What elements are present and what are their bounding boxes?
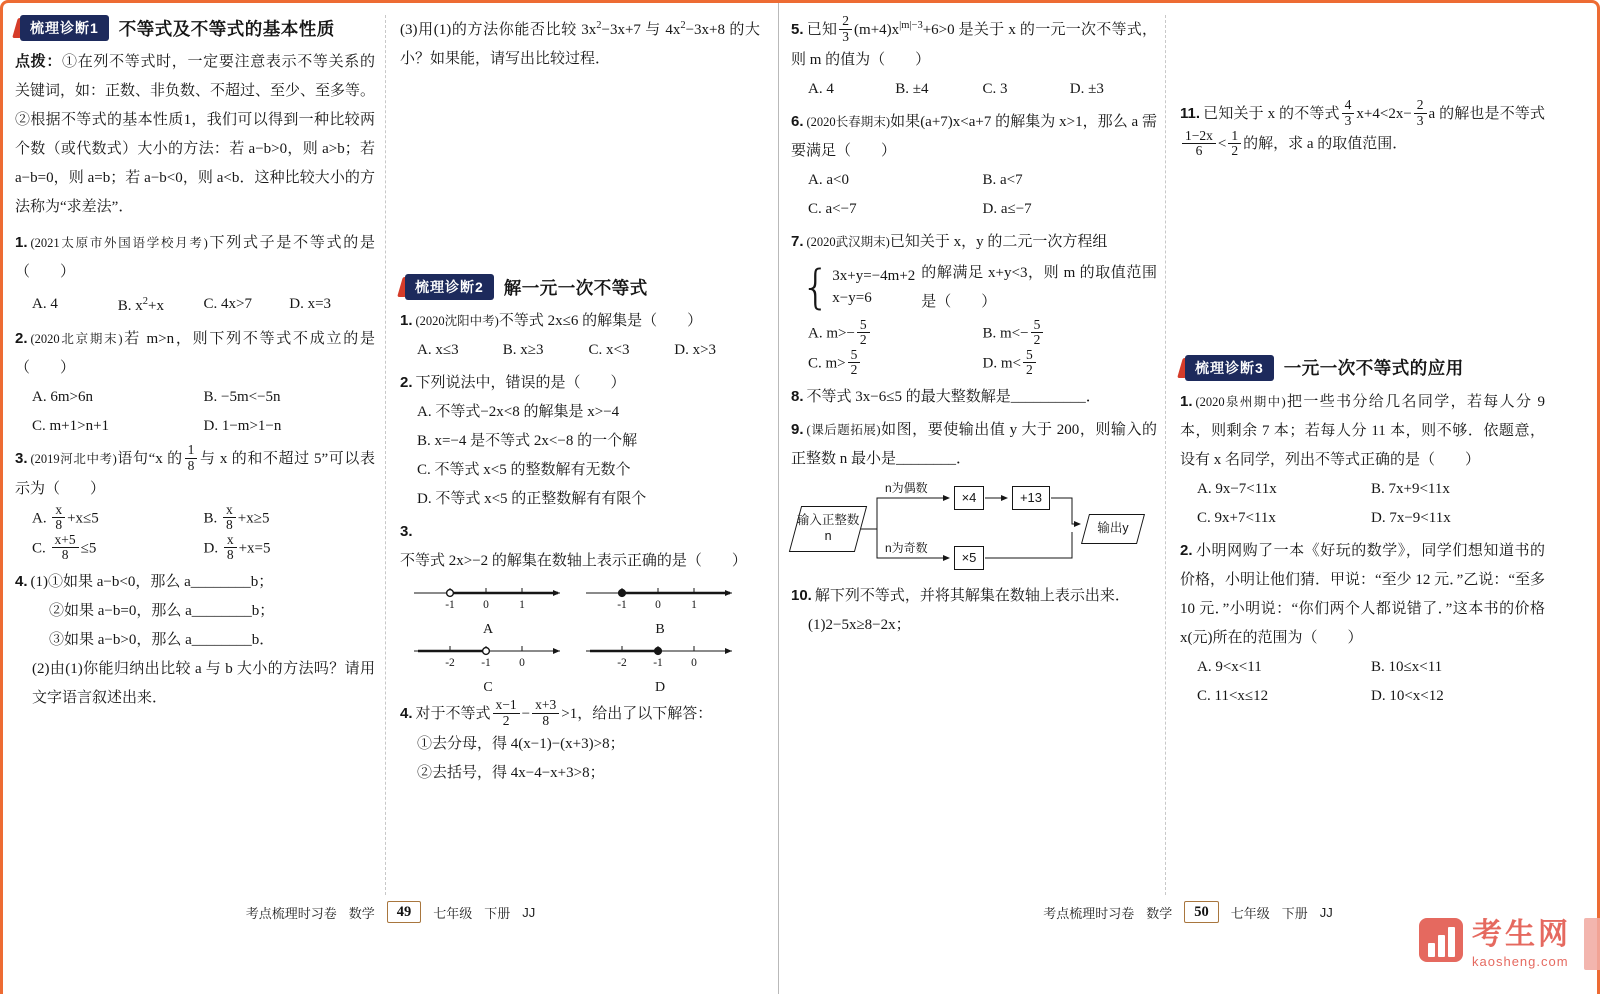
kaosheng-logo-icon <box>1419 918 1463 962</box>
question-c4-1 <box>1180 387 1545 533</box>
question-number: 2. <box>15 330 28 347</box>
question-continuation: (3)用(1)的方法你能否比较 $3x^2-3x+7$ 与 $4x^2-3x+8$ 的大小？如果能，请写出比较过程． <box>400 20 761 67</box>
option-row <box>32 412 375 441</box>
question-line: ②如果 a−b=0，那么 a________b； <box>49 602 275 619</box>
question-c3-5 <box>791 11 1157 104</box>
option-row <box>417 485 760 514</box>
flow-output-label: 输出y <box>1097 521 1129 536</box>
option-row <box>808 75 1157 104</box>
flow-odd-branch-label: n为奇数 <box>885 540 928 555</box>
option: C. m+1>n+1 <box>32 418 110 434</box>
option: C. 3 <box>982 80 1008 97</box>
option: B. $x^2+x$ <box>117 296 164 314</box>
option: D. $\frac{x}{8}$ +x=5 <box>203 531 271 563</box>
question-c3-6 <box>791 107 1157 224</box>
number-line-diagram <box>408 580 568 616</box>
option: D. 7x−9<11x <box>1371 509 1451 526</box>
option: C. a<−7 <box>808 200 857 217</box>
question-source: (2020北京期末) <box>30 332 123 346</box>
option: B. m<− $\frac{5}{2}$ <box>983 319 1158 349</box>
option: D. 不等式 x<5 的正整数解有有限个 <box>417 491 647 507</box>
brace-icon: { <box>801 259 831 314</box>
hint-block <box>15 47 375 222</box>
question-body: 小明网购了一本《好玩的数学》，同学们想知道书的价格，小明让他们猜．甲说：“至少 12 元．”乙说：“至多 10 元．”小明说：“你们两个人都说错了．”这本书的价格 x(元)所在的范围为（ ） <box>1180 542 1545 646</box>
numberline-option-D <box>574 638 746 696</box>
question-text <box>791 227 1157 257</box>
footer-edition: JJ <box>1319 904 1333 920</box>
question-body: 对于不等式 $\frac{x-1}{2}$ − $\frac{x+3}{8}$ >1，给出了以下解答： <box>415 697 713 729</box>
section-title-3: 一元一次不等式的应用 <box>1283 358 1464 379</box>
question-text <box>791 382 1157 412</box>
svg-text:0: 0 <box>655 599 661 611</box>
option: A. m>− $\frac{5}{2}$ <box>808 319 983 349</box>
question-text <box>400 517 760 576</box>
svg-text:-2: -2 <box>617 657 627 669</box>
svg-text:1: 1 <box>691 599 697 611</box>
question-number: 11. <box>1180 105 1201 122</box>
options-list <box>791 75 1157 104</box>
option: A. $\frac{x}{8}$ +x≤5 <box>32 501 99 533</box>
numberline-label: C <box>483 680 493 695</box>
svg-text:-1: -1 <box>481 657 491 669</box>
question-body: 不等式 3x−6≤5 的最大整数解是__________． <box>806 388 1101 405</box>
option: B. $\frac{x}{8}$ +x≥5 <box>203 501 270 533</box>
option-row <box>32 501 375 534</box>
question-body: 把一些书分给几名同学，若每人分 9 本，则剩余 7 本；若每人分 11 本，则不够．依题意，设有 x 名同学，列出不等式正确的是（ ） <box>1180 393 1545 468</box>
options-list <box>791 166 1157 224</box>
hint-text: ①在列不等式时，一定要注意表示不等关系的关键词，如：正数、非负数、不超过、至少、至多等。②根据不等式的基本性质1，我们可以得到一种比较两个数（或代数式）大小的方法：若 a−b>0，则 a>b；若 a−b=0，则 a=b；若 a−b<0，则 a<b．这种比较大小的方法称为“求差法”． <box>15 54 376 215</box>
question-text <box>791 581 1157 611</box>
question-sublines <box>400 730 760 788</box>
svg-text:0: 0 <box>691 657 697 669</box>
question-line: ③如果 a−b>0，那么 a________b． <box>49 631 275 648</box>
question-c3-10 <box>791 581 1157 640</box>
question-body: 语句“x 的 $\frac{1}{8}$ 与 x 的和不超过 5”可以表示为（ ） <box>15 442 375 497</box>
option: C. 11<x≤12 <box>1197 687 1269 704</box>
left-page <box>3 3 778 993</box>
kaosheng-logo <box>1419 918 1600 970</box>
question-number: 4. <box>15 572 28 590</box>
option-row <box>32 383 375 412</box>
question-body: 如图，要使输出值 y 大于 200，则输入的正整数 n 最小是________． <box>791 421 1157 467</box>
question-text <box>791 11 1157 75</box>
options-list <box>791 316 1157 379</box>
option: A. 4 <box>808 80 834 97</box>
column-2 <box>386 11 778 899</box>
section-header-2 <box>400 274 760 300</box>
logo-cropped-bar <box>1584 918 1600 970</box>
option: A. x≤3 <box>417 342 459 358</box>
option: D. ±3 <box>1069 80 1104 97</box>
question-number: 7. <box>791 232 804 250</box>
answer-space <box>1180 11 1545 99</box>
numberline-options <box>400 580 760 696</box>
question-line: ①去分母，得 4(x−1)−(x+3)>8； <box>417 735 625 752</box>
numberline-label: B <box>655 622 665 637</box>
question-body: 下列式子是不等式的是（ ） <box>15 235 375 280</box>
question-body: 若 m>n，则下列不等式不成立的是（ ） <box>15 331 375 376</box>
numberline-option-C <box>402 638 574 696</box>
question-c1-2 <box>15 324 375 441</box>
page-number-tab: 49 <box>387 901 422 923</box>
logo-name: 考生网 <box>1472 918 1571 951</box>
question-number: 3. <box>15 450 28 467</box>
system-equations <box>832 266 915 310</box>
option: D. 10<x<12 <box>1371 687 1444 704</box>
svg-text:-1: -1 <box>617 599 627 611</box>
question-text <box>15 444 375 504</box>
option-row <box>417 398 760 427</box>
logo-domain: kaosheng.com <box>1472 954 1569 969</box>
section-badge-2: 梳理诊断2 <box>405 274 494 300</box>
svg-text:0: 0 <box>519 657 525 669</box>
svg-text:0: 0 <box>483 599 489 611</box>
question-text <box>15 324 375 383</box>
option-row <box>32 531 375 564</box>
footer-volume: 下册 <box>484 905 511 921</box>
right-page <box>779 3 1597 993</box>
page-number-tab: 50 <box>1184 901 1219 923</box>
question-c1-4 <box>15 567 375 713</box>
footer-left <box>3 901 778 923</box>
footer-edition: JJ <box>522 904 536 920</box>
option: A. 9x−7<11x <box>1197 480 1277 497</box>
question-number: 10. <box>791 586 812 604</box>
question-text <box>791 415 1157 474</box>
option: B. a<7 <box>982 171 1023 188</box>
footer-grade: 七年级 <box>433 905 473 921</box>
option: D. m< $\frac{5}{2}$ <box>983 349 1158 379</box>
options-list <box>1180 475 1545 533</box>
options-list <box>1180 653 1545 711</box>
option: A. 4 <box>32 295 58 312</box>
answer-space <box>400 74 760 270</box>
question-number: 1. <box>400 312 413 329</box>
question-c3-9 <box>791 415 1157 578</box>
numberline-option-A <box>402 580 574 638</box>
question-body: (1)①如果 a−b<0，那么 a________b； <box>30 573 274 590</box>
option: C. x<3 <box>588 342 630 358</box>
column-3 <box>779 11 1165 899</box>
numberline-label: A <box>482 622 494 637</box>
question-c3-7 <box>791 227 1157 379</box>
question-body: 不等式 2x≤6 的解集是（ ） <box>498 313 703 329</box>
question-source: (2020泉州期中) <box>1195 394 1286 409</box>
footer-series: 考点梳理时习卷 <box>1043 905 1135 921</box>
option: D. x>3 <box>674 342 717 358</box>
numberline-option-B <box>574 580 746 638</box>
question-line: (1)2−5x≥8−2x； <box>808 616 911 633</box>
option-row <box>32 287 375 321</box>
system-equation-1: 3x+y=−4m+2 <box>832 267 916 284</box>
question-text <box>15 228 375 287</box>
svg-text:-2: -2 <box>445 657 455 669</box>
answer-space <box>1180 163 1545 351</box>
question-c2-3 <box>400 517 760 696</box>
number-line-diagram <box>580 638 740 674</box>
question-line: ②去括号，得 4x−4−x+3>8； <box>417 764 605 781</box>
question-number: 5. <box>791 21 804 38</box>
question-c4-11 <box>1180 99 1545 160</box>
question-body: 已知 $\frac{2}{3}$ $(m+4)x^{|m|-3}+6>0$ 是关于 x 的一元一次不等式，则 m 的值为（ ） <box>791 13 1157 68</box>
option: C. 不等式 x<5 的整数解有无数个 <box>417 462 631 478</box>
kaosheng-logo-text <box>1472 918 1571 969</box>
flow-box-times5: ×5 <box>954 546 984 570</box>
section-title-2: 解一元一次不等式 <box>503 277 648 298</box>
question-body: 已知关于 x，y 的二元一次方程组 <box>889 233 1108 250</box>
question-c1-3 <box>15 444 375 564</box>
question-body: 解下列不等式，并将其解集在数轴上表示出来． <box>814 587 1130 604</box>
option-row <box>1197 682 1545 711</box>
section-header-3 <box>1180 355 1545 381</box>
footer-subject: 数学 <box>1146 905 1173 921</box>
question-text <box>400 368 760 398</box>
question-number: 9. <box>791 420 804 438</box>
option-row <box>1197 653 1545 682</box>
option: C. m> $\frac{5}{2}$ <box>808 349 983 379</box>
option: B. x≥3 <box>502 342 544 358</box>
option-row <box>417 456 760 485</box>
option: C. $\frac{x+5}{8}$ ≤5 <box>32 531 97 563</box>
question-number: 8. <box>791 387 804 405</box>
option-row <box>417 336 760 365</box>
question-number: 3. <box>400 523 413 540</box>
options-list <box>400 336 760 365</box>
question-text <box>1180 99 1545 160</box>
option: C. 9x+7<11x <box>1197 509 1276 526</box>
question-source: (2020沈阳中考) <box>415 314 499 328</box>
question-sublines <box>15 597 375 713</box>
numberline-label: D <box>654 680 666 695</box>
section-badge-1: 梳理诊断1 <box>20 15 109 41</box>
question-number: 2. <box>1180 541 1193 559</box>
footer-series: 考点梳理时习卷 <box>245 905 337 921</box>
option: A. a<0 <box>808 171 849 188</box>
option-row <box>417 427 760 456</box>
option: A. 9<x<11 <box>1197 658 1262 675</box>
option-row <box>808 346 1157 379</box>
flow-output <box>1081 514 1145 544</box>
footer-volume: 下册 <box>1281 905 1308 921</box>
question-c2-4 <box>400 699 760 788</box>
flow-input-label: 输入正整数n <box>796 513 860 543</box>
option: B. ±4 <box>895 80 929 97</box>
question-body: 如果(a+7)x<a+7 的解集为 x>1，那么 a 需要满足（ ） <box>791 113 1157 159</box>
svg-text:1: 1 <box>519 599 525 611</box>
question-number: 1. <box>1180 392 1193 410</box>
question-body-after: 的解满足 x+y<3，则 m 的取值范围是（ ） <box>921 264 1157 310</box>
question-number: 1. <box>15 234 28 251</box>
svg-text:-1: -1 <box>653 657 663 669</box>
question-c3-8 <box>791 382 1157 412</box>
option-row <box>808 166 1157 195</box>
question-c1-1 <box>15 228 375 321</box>
option: D. a≤−7 <box>982 200 1032 217</box>
equation-system <box>791 259 1157 317</box>
question-text <box>1180 536 1545 653</box>
question-line: (2)由(1)你能归纳出比较 a 与 b 大小的方法吗？请用文字语言叙述出来． <box>32 660 375 706</box>
question-source: (2021太原市外国语学校月考) <box>30 236 208 250</box>
question-body: 不等式 2x>−2 的解集在数轴上表示正确的是（ ） <box>400 553 747 569</box>
section-badge-3: 梳理诊断3 <box>1185 355 1274 381</box>
option-row <box>1197 504 1545 533</box>
option: B. 10≤x<11 <box>1371 658 1443 675</box>
question-source: (2020武汉期末) <box>806 234 890 249</box>
option-row <box>808 316 1157 349</box>
question-number: 2. <box>400 374 413 391</box>
flow-box-times4: ×4 <box>954 486 984 510</box>
option-row <box>1197 475 1545 504</box>
svg-text:-1: -1 <box>445 599 455 611</box>
question-source: (2020长春期末) <box>806 114 891 129</box>
question-number: 4. <box>400 705 413 722</box>
question-sublines <box>791 611 1157 640</box>
option: A. 不等式−2x<8 的解集是 x>−4 <box>417 404 620 420</box>
option: A. 6m>6n <box>32 389 93 405</box>
column-1 <box>3 11 385 899</box>
question-text <box>400 306 760 336</box>
flow-even-branch-label: n为偶数 <box>885 480 928 495</box>
option: D. x=3 <box>289 295 332 312</box>
question-text <box>1180 387 1545 475</box>
question-body: 已知关于 x 的不等式 $\frac{4}{3}$ x+4<2x− $\frac{2}{3}$ a 的解也是不等式 $\frac{1-2x}{6}$ < $\frac{1}{2}$ 的解，求 a 的取值范围． <box>1180 106 1545 152</box>
options-list <box>400 398 760 514</box>
question-c4-2 <box>1180 536 1545 711</box>
option: C. 4x>7 <box>203 295 252 312</box>
section-header-1 <box>15 15 375 41</box>
footer-grade: 七年级 <box>1230 905 1270 921</box>
question-source: (2019河北中考) <box>30 452 117 466</box>
option: D. 1−m>1−n <box>203 418 282 434</box>
question-c2-1 <box>400 306 760 365</box>
column-4 <box>1166 11 1597 899</box>
option: B. x=−4 是不等式 2x<−8 的一个解 <box>417 433 638 449</box>
options-list <box>15 501 375 564</box>
option: B. 7x+9<11x <box>1371 480 1450 497</box>
question-text <box>791 107 1157 166</box>
question-body: 下列说法中，错误的是（ ） <box>415 375 626 391</box>
footer-subject: 数学 <box>348 905 375 921</box>
question-c2-2 <box>400 368 760 514</box>
flow-box-plus13: +13 <box>1012 486 1050 510</box>
flowchart <box>791 480 1147 578</box>
question-text <box>15 567 375 597</box>
hint-label: 点拨： <box>15 53 63 70</box>
options-list <box>15 383 375 441</box>
flow-input <box>789 506 867 552</box>
question-source: (课后题拓展) <box>806 422 881 437</box>
number-line-diagram <box>580 580 740 616</box>
section-title-1: 不等式及不等式的基本性质 <box>118 18 335 39</box>
option-row <box>808 195 1157 224</box>
question-text <box>400 699 760 730</box>
question-number: 6. <box>791 112 804 130</box>
option: B. −5m<−5n <box>203 389 281 405</box>
options-list <box>15 287 375 321</box>
system-equation-2: x−y=6 <box>832 289 872 306</box>
number-line-diagram <box>408 638 568 674</box>
